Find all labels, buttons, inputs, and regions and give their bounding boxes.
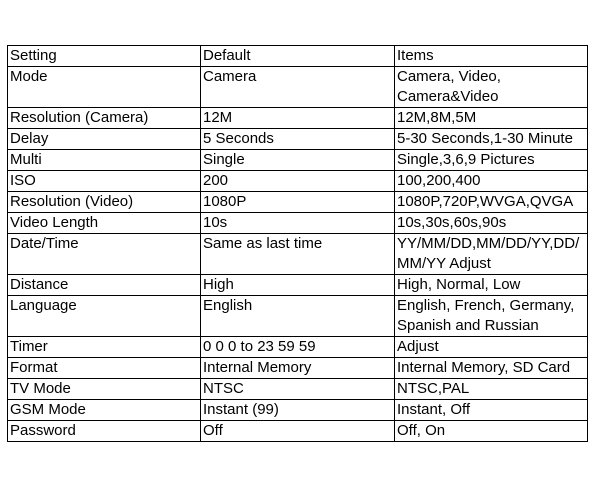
header-setting: Setting bbox=[8, 46, 201, 67]
items-line: MM/YY Adjust bbox=[397, 255, 491, 272]
items-line: Spanish and Russian bbox=[397, 317, 539, 334]
table-row bbox=[8, 129, 588, 150]
setting-cell: Language bbox=[8, 296, 201, 337]
default-cell: 0 0 0 to 23 59 59 bbox=[201, 337, 395, 358]
setting-cell: Timer bbox=[8, 337, 201, 358]
items-line: Instant, Off bbox=[397, 401, 471, 418]
table-row bbox=[8, 296, 588, 337]
items-cell bbox=[395, 213, 588, 234]
items-cell bbox=[395, 296, 588, 337]
items-cell bbox=[395, 150, 588, 171]
table-row bbox=[8, 337, 588, 358]
items-cell bbox=[395, 67, 588, 108]
table-header-row bbox=[8, 46, 588, 67]
table-row bbox=[8, 358, 588, 379]
default-cell: 200 bbox=[201, 171, 395, 192]
items-line: Camera&Video bbox=[397, 88, 499, 105]
items-line: Off, On bbox=[397, 422, 446, 439]
items-cell bbox=[395, 234, 588, 275]
items-line: 100,200,400 bbox=[397, 172, 481, 189]
items-cell bbox=[395, 171, 588, 192]
table-row bbox=[8, 379, 588, 400]
items-line: Adjust bbox=[397, 338, 439, 355]
setting-cell: Date/Time bbox=[8, 234, 201, 275]
setting-cell: TV Mode bbox=[8, 379, 201, 400]
table-row bbox=[8, 171, 588, 192]
items-line: Single,3,6,9 Pictures bbox=[397, 151, 535, 168]
default-cell: High bbox=[201, 275, 395, 296]
table-row bbox=[8, 150, 588, 171]
table-row bbox=[8, 192, 588, 213]
setting-cell: Multi bbox=[8, 150, 201, 171]
items-line: 5-30 Seconds,1-30 Minute bbox=[397, 130, 573, 147]
items-cell bbox=[395, 275, 588, 296]
default-cell: Same as last time bbox=[201, 234, 395, 275]
items-cell bbox=[395, 358, 588, 379]
default-cell: Camera bbox=[201, 67, 395, 108]
settings-table bbox=[7, 45, 588, 442]
table-row bbox=[8, 275, 588, 296]
items-line: YY/MM/DD,MM/DD/YY,DD/ bbox=[397, 235, 580, 252]
default-cell: 12M bbox=[201, 108, 395, 129]
table-body bbox=[8, 67, 588, 442]
default-cell: Instant (99) bbox=[201, 400, 395, 421]
table-row bbox=[8, 234, 588, 275]
setting-cell: Format bbox=[8, 358, 201, 379]
default-cell: 1080P bbox=[201, 192, 395, 213]
items-line: 1080P,720P,WVGA,QVGA bbox=[397, 193, 574, 210]
items-cell bbox=[395, 192, 588, 213]
setting-cell: Delay bbox=[8, 129, 201, 150]
header-items: Items bbox=[395, 46, 588, 67]
items-cell bbox=[395, 421, 588, 442]
items-cell bbox=[395, 379, 588, 400]
default-cell: English bbox=[201, 296, 395, 337]
items-line: 12M,8M,5M bbox=[397, 109, 477, 126]
default-cell: Off bbox=[201, 421, 395, 442]
items-line: Internal Memory, SD Card bbox=[397, 359, 571, 376]
setting-cell: Password bbox=[8, 421, 201, 442]
setting-cell: Video Length bbox=[8, 213, 201, 234]
setting-cell: ISO bbox=[8, 171, 201, 192]
table-row bbox=[8, 213, 588, 234]
setting-cell: GSM Mode bbox=[8, 400, 201, 421]
items-line: English, French, Germany, bbox=[397, 297, 575, 314]
items-line: 10s,30s,60s,90s bbox=[397, 214, 507, 231]
items-line: High, Normal, Low bbox=[397, 276, 521, 293]
items-cell bbox=[395, 400, 588, 421]
table-row bbox=[8, 108, 588, 129]
default-cell: Single bbox=[201, 150, 395, 171]
header-default: Default bbox=[201, 46, 395, 67]
table-row bbox=[8, 400, 588, 421]
table-row bbox=[8, 421, 588, 442]
default-cell: 10s bbox=[201, 213, 395, 234]
table-row bbox=[8, 67, 588, 108]
items-cell bbox=[395, 337, 588, 358]
default-cell: NTSC bbox=[201, 379, 395, 400]
items-cell bbox=[395, 129, 588, 150]
default-cell: Internal Memory bbox=[201, 358, 395, 379]
setting-cell: Resolution (Camera) bbox=[8, 108, 201, 129]
setting-cell: Resolution (Video) bbox=[8, 192, 201, 213]
items-line: NTSC,PAL bbox=[397, 380, 470, 397]
default-cell: 5 Seconds bbox=[201, 129, 395, 150]
setting-cell: Distance bbox=[8, 275, 201, 296]
setting-cell: Mode bbox=[8, 67, 201, 108]
items-line: Camera, Video, bbox=[397, 68, 501, 85]
items-cell bbox=[395, 108, 588, 129]
